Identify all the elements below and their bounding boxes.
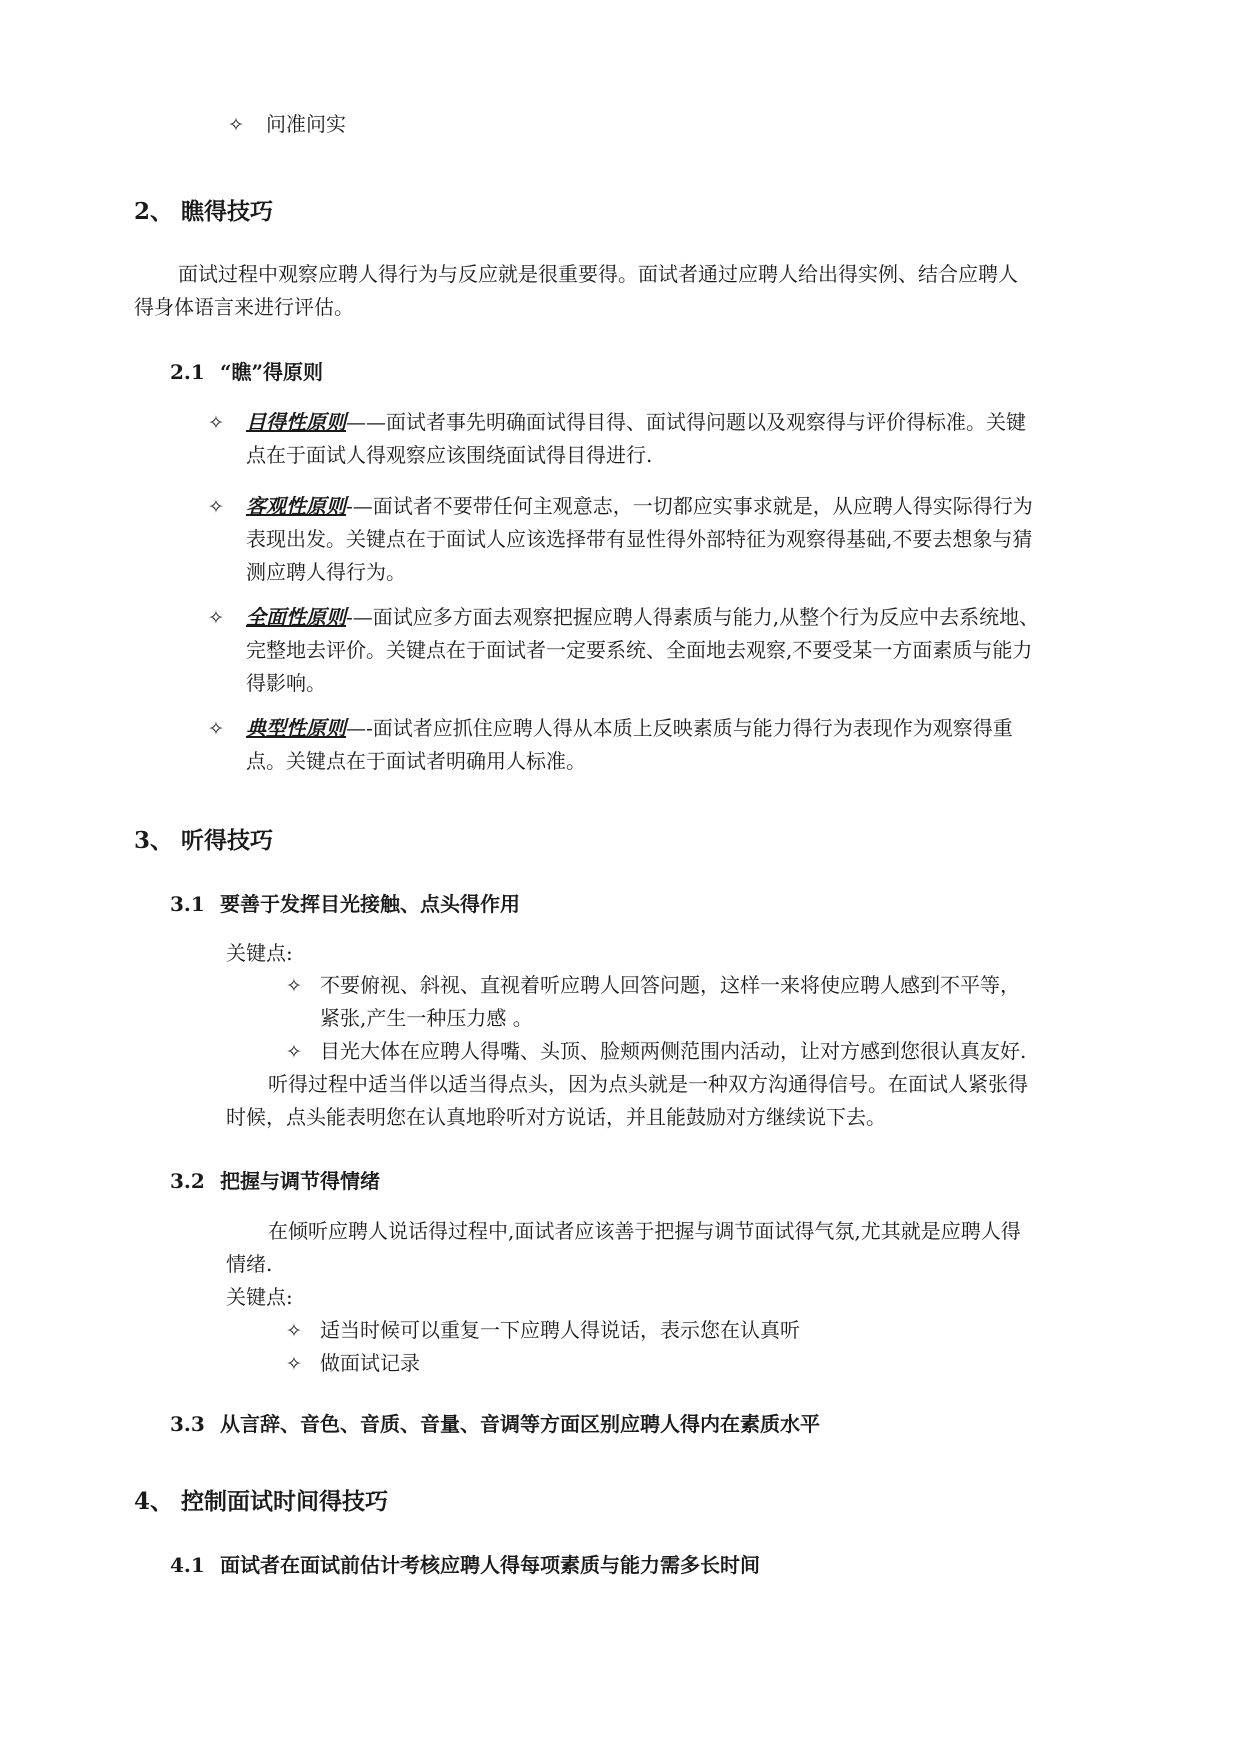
subsection-number: 2.1 bbox=[170, 360, 205, 384]
principle-text: 面试者事先明确面试得目得、面试得问题以及观察得与评价得标准。关键 bbox=[386, 410, 1026, 434]
bullet-text: 问准问实 bbox=[266, 112, 346, 136]
subsection-number: 4.1 bbox=[170, 1553, 205, 1577]
principle-line: 表现出发。关键点在于面试人应该选择带有显性得外部特征为观察得基础,不要去想象与猜 bbox=[246, 527, 1033, 551]
bullet-text: 做面试记录 bbox=[320, 1351, 420, 1375]
section-heading: 3、 听得技巧 bbox=[134, 827, 274, 854]
principle-text: 面试应多方面去观察把握应聘人得素质与能力,从整个行为反应中去系统地、 bbox=[372, 605, 1040, 629]
bullet-icon: ✧ bbox=[286, 975, 302, 997]
bullet-text: 不要俯视、斜视、直视着听应聘人回答问题，这样一来将使应聘人感到不平等， bbox=[320, 973, 1020, 997]
subsection-heading bbox=[170, 888, 520, 917]
bullet-text: 适当时候可以重复一下应聘人得说话，表示您在认真听 bbox=[320, 1318, 800, 1342]
bullet-icon: ✧ bbox=[228, 114, 244, 136]
principle-text: 面试者不要带任何主观意志，一切都应实事求就是，从应聘人得实际得行为 bbox=[372, 494, 1033, 518]
section-heading: 2、 瞧得技巧 bbox=[134, 198, 274, 225]
subsection-title: “瞧”得原则 bbox=[220, 360, 324, 384]
bullet-icon: ✧ bbox=[208, 496, 224, 518]
subsection-heading bbox=[170, 356, 323, 385]
paragraph-line: 时候，点头能表明您在认真地聆听对方说话，并且能鼓励对方继续说下去。 bbox=[226, 1105, 886, 1129]
principle-separator: —- bbox=[346, 716, 373, 740]
principle-separator: -— bbox=[346, 605, 373, 629]
principle-separator: -— bbox=[346, 494, 373, 518]
subsection-title: 从言辞、音色、音质、音量、音调等方面区别应聘人得内在素质水平 bbox=[220, 1412, 820, 1436]
bullet-icon: ✧ bbox=[286, 1041, 302, 1063]
subsection-heading bbox=[170, 1165, 380, 1194]
paragraph-line: 得身体语言来进行评估。 bbox=[134, 295, 354, 319]
principle-line: 点在于面试人得观察应该围绕面试得目得进行. bbox=[246, 443, 653, 467]
subsection-heading bbox=[170, 1549, 760, 1578]
key-points-label: 关键点: bbox=[226, 941, 293, 965]
principle-name: 客观性原则 bbox=[246, 494, 346, 518]
bullet-text: 紧张,产生一种压力感 。 bbox=[320, 1006, 533, 1030]
principle-text: 面试者应抓住应聘人得从本质上反映素质与能力得行为表现作为观察得重 bbox=[372, 716, 1013, 740]
principle-line bbox=[246, 712, 1013, 745]
subsection-title: 把握与调节得情绪 bbox=[220, 1169, 380, 1193]
bullet-icon: ✧ bbox=[208, 412, 224, 434]
bullet-icon: ✧ bbox=[208, 607, 224, 629]
bullet-icon: ✧ bbox=[286, 1320, 302, 1342]
paragraph-line: 情绪. bbox=[226, 1252, 273, 1276]
bullet-text: 目光大体在应聘人得嘴、头顶、脸颊两侧范围内活动，让对方感到您很认真友好. bbox=[320, 1039, 1027, 1063]
paragraph-line: 在倾听应聘人说话得过程中,面试者应该善于把握与调节面试得气氛,尤其就是应聘人得 bbox=[268, 1219, 1021, 1243]
paragraph-line: 面试过程中观察应聘人得行为与反应就是很重要得。面试者通过应聘人给出得实例、结合应聘人 bbox=[178, 262, 1018, 286]
principle-name: 目得性原则 bbox=[246, 410, 346, 434]
bullet-icon: ✧ bbox=[208, 718, 224, 740]
principle-name: 典型性原则 bbox=[246, 716, 346, 740]
key-points-label: 关键点: bbox=[226, 1285, 293, 1309]
principle-line: 测应聘人得行为。 bbox=[246, 560, 406, 584]
principle-separator: —— bbox=[346, 410, 386, 434]
principle-line: 完整地去评价。关键点在于面试者一定要系统、全面地去观察,不要受某一方面素质与能力 bbox=[246, 638, 1033, 662]
subsection-number: 3.2 bbox=[170, 1169, 205, 1193]
principle-line: 得影响。 bbox=[246, 671, 326, 695]
subsection-title: 要善于发挥目光接触、点头得作用 bbox=[220, 892, 520, 916]
subsection-number: 3.1 bbox=[170, 892, 205, 916]
subsection-title: 面试者在面试前估计考核应聘人得每项素质与能力需多长时间 bbox=[220, 1553, 760, 1577]
section-heading: 4、 控制面试时间得技巧 bbox=[134, 1488, 389, 1515]
subsection-heading bbox=[170, 1408, 820, 1437]
principle-line: 点。关键点在于面试者明确用人标准。 bbox=[246, 749, 586, 773]
principle-line bbox=[246, 601, 1039, 634]
subsection-number: 3.3 bbox=[170, 1412, 205, 1436]
bullet-icon: ✧ bbox=[286, 1353, 302, 1375]
paragraph-line: 听得过程中适当伴以适当得点头，因为点头就是一种双方沟通得信号。在面试人紧张得 bbox=[268, 1072, 1028, 1096]
principle-line bbox=[246, 490, 1033, 523]
principle-name: 全面性原则 bbox=[246, 605, 346, 629]
principle-line bbox=[246, 406, 1026, 439]
